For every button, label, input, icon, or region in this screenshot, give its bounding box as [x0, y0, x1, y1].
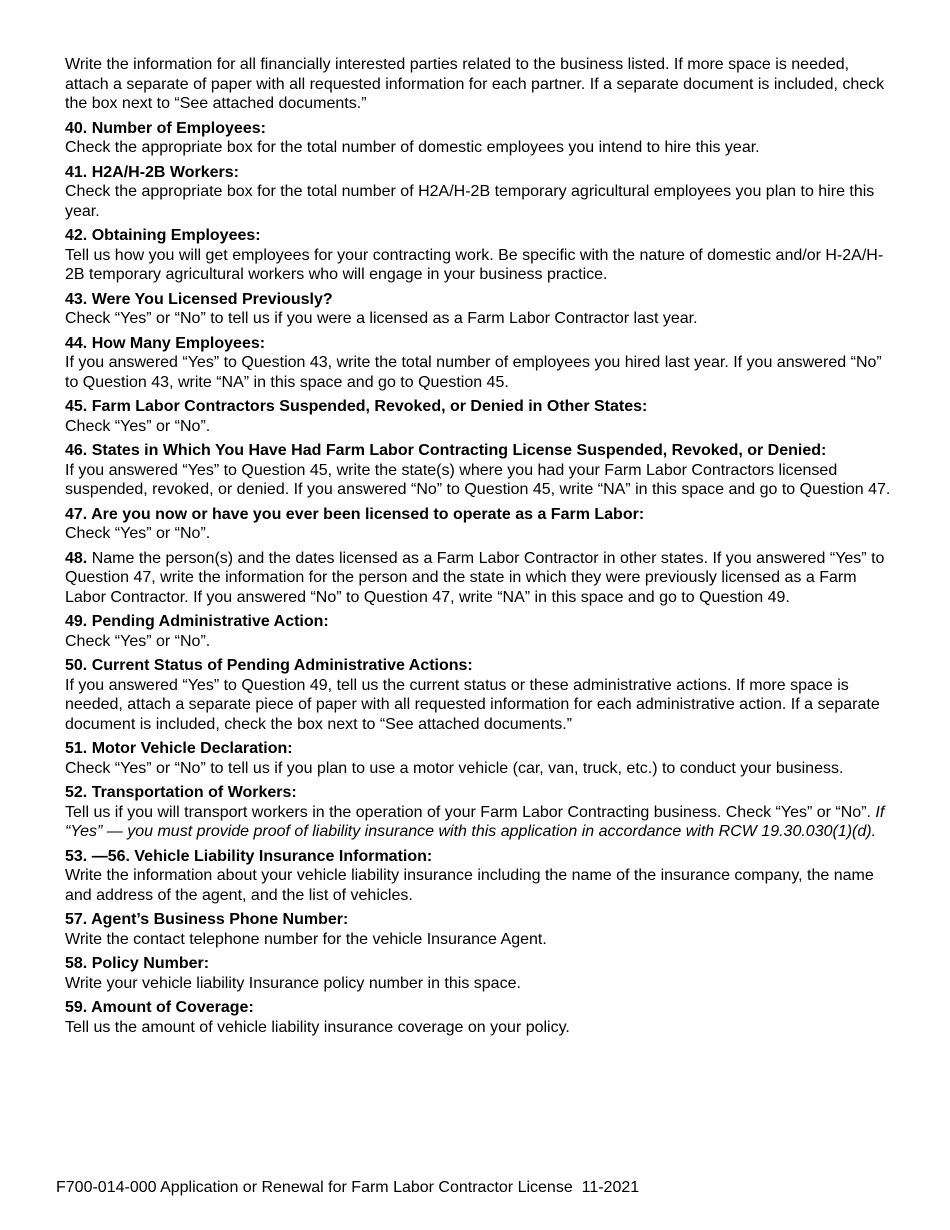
item-40	[65, 119, 895, 158]
item-46	[65, 441, 895, 500]
item-59-title: 59. Amount of Coverage:	[65, 999, 254, 1016]
item-50	[65, 656, 895, 734]
item-52-italic-note: If “Yes” — you must provide proof of liability insurance with this application in accordance with RCW 19.30.030(1)(d).	[65, 803, 885, 840]
item-45	[65, 397, 895, 436]
item-42-title: 42. Obtaining Employees:	[65, 227, 261, 244]
item-48-body: Name the person(s) and the dates licensed as a Farm Labor Contractor in other states. If you answered “Yes” to Question 47, write the information for the person and the state in which they were previously licensed as a Farm Labor Contractor. If you answered “No” to Question 47, write “NA” in this space and go to Question 49.	[65, 549, 885, 606]
item-51	[65, 739, 895, 778]
intro-paragraph: Write the information for all financially interested parties related to the business listed. If more space is needed, attach a separate of paper with all requested information for each partner. If a separate document is included, check the box next to “See attached documents.”	[65, 56, 885, 112]
item-43-title: 43. Were You Licensed Previously?	[65, 290, 333, 308]
item-45-body: Check “Yes” or “No”.	[65, 417, 211, 435]
item-57	[65, 910, 895, 949]
item-49-body: Check “Yes” or “No”.	[65, 632, 211, 650]
item-58	[65, 954, 895, 993]
item-43	[65, 290, 895, 329]
item-44-title: 44. How Many Employees:	[65, 334, 266, 352]
item-47	[65, 505, 895, 544]
item-45-title: 45. Farm Labor Contractors Suspended, Revoked, or Denied in Other States:	[65, 398, 648, 415]
item-57-title: 57. Agent’s Business Phone Number:	[65, 911, 349, 928]
item-44	[65, 334, 895, 393]
item-48-number: 48.	[65, 549, 88, 567]
item-59-body: Tell us the amount of vehicle liability insurance coverage on your policy.	[65, 1018, 570, 1036]
item-53-56-title: 53. —56. Vehicle Liability Insurance Information:	[65, 847, 433, 865]
item-53-56	[65, 847, 895, 906]
item-52-body: Tell us if you will transport workers in the operation of your Farm Labor Contracting business. Check “Yes” or “No”.	[65, 803, 871, 821]
item-49-title: 49. Pending Administrative Action:	[65, 613, 329, 630]
item-50-title: 50. Current Status of Pending Administrative Actions:	[65, 657, 473, 674]
item-41-body: Check the appropriate box for the total number of H2A/H-2B temporary agricultural employees you plan to hire this year.	[65, 183, 875, 220]
item-43-body: Check “Yes” or “No” to tell us if you were a licensed as a Farm Labor Contractor last year.	[65, 310, 698, 327]
form-footer: F700-014-000 Application or Renewal for Farm Labor Contractor License 11-2021	[56, 1179, 640, 1196]
item-51-title: 51. Motor Vehicle Declaration:	[65, 740, 293, 757]
item-57-body: Write the contact telephone number for the vehicle Insurance Agent.	[65, 930, 547, 948]
item-41-title: 41. H2A/H-2B Workers:	[65, 163, 239, 181]
item-51-body: Check “Yes” or “No” to tell us if you plan to use a motor vehicle (car, van, truck, etc.) to conduct your business.	[65, 759, 844, 777]
item-46-body: If you answered “Yes” to Question 45, write the state(s) where you had your Farm Labor Contractors licensed suspended, revoked, or denied. If you answered “No” to Question 45, write “NA” in this space and go to Question 47.	[65, 461, 891, 498]
item-52	[65, 783, 895, 842]
item-41	[65, 163, 895, 222]
item-52-title: 52. Transportation of Workers:	[65, 784, 297, 801]
item-46-title: 46. States in Which You Have Had Farm Labor Contracting License Suspended, Revoked, or Denied:	[65, 442, 827, 459]
instructions-content	[65, 55, 895, 1042]
item-44-body: If you answered “Yes” to Question 43, write the total number of employees you hired last year. If you answered “No” to Question 43, write “NA” in this space and go to Question 45.	[65, 354, 882, 391]
item-58-body: Write your vehicle liability Insurance policy number in this space.	[65, 974, 521, 992]
item-42-body: Tell us how you will get employees for your contracting work. Be specific with the nature of domestic and/or H-2A/H-2B temporary agricultural workers who will engage in your business practice.	[65, 246, 884, 283]
item-49	[65, 612, 895, 651]
item-40-body: Check the appropriate box for the total number of domestic employees you intend to hire this year.	[65, 139, 760, 156]
item-48	[65, 549, 895, 608]
item-40-title: 40. Number of Employees:	[65, 119, 266, 137]
item-42	[65, 226, 895, 285]
item-47-body: Check “Yes” or “No”.	[65, 525, 211, 542]
item-53-56-body: Write the information about your vehicle liability insurance including the name of the insurance company, the name and address of the agent, and the list of vehicles.	[65, 867, 874, 904]
item-50-body: If you answered “Yes” to Question 49, tell us the current status or these administrative actions. If more space is needed, attach a separate piece of paper with all requested information for each administrative action. If a separate document is included, check the box next to “See attached documents.”	[65, 676, 880, 733]
item-47-title: 47. Are you now or have you ever been licensed to operate as a Farm Labor:	[65, 505, 645, 523]
item-58-title: 58. Policy Number:	[65, 955, 210, 972]
item-52-body-wrap	[65, 803, 895, 842]
item-59	[65, 998, 895, 1037]
